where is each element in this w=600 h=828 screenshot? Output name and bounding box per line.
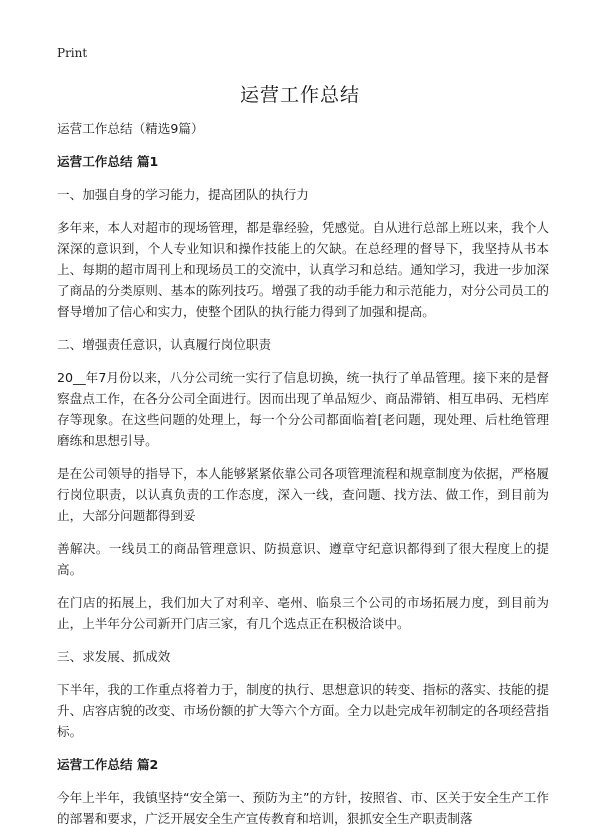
document-body — [57, 118, 549, 828]
paragraph: 下半年，我的工作重点将着力于，制度的执行、思想意识的转变、指标的落实、技能的提升、店容店貌的改变、市场份额的扩大等六个方面。全力以赴完成年初制定的各项经营指标。 — [57, 682, 549, 739]
paragraph: 多年来，本人对超市的现场管理，都是靠经验，凭感觉。自从进行总部上班以来，我个人深深的意识到，个人专业知识和操作技能上的欠缺。在总经理的督导下，我坚持从书本上、每期的超市周刊上和现场员工的交流中，认真学习和总结。通知学习，我进一步加深了商品的分类原则、基本的陈列技巧。增强了我的动手能力和示范能力，对分公司员工的督导增加了信心和实力，使整个团队的执行能力得到了加强和提高。 — [57, 220, 549, 319]
paragraph: 是在公司领导的指导下，本人能够紧紧依靠公司各项管理流程和规章制度为依据，严格履行岗位职责，以认真负责的工作态度，深入一线，查问题、找方法、做工作，到目前为止，大部分问题都得到妥 — [57, 466, 549, 523]
document-subtitle: 运营工作总结（精选9篇） — [57, 121, 204, 136]
paragraph: 善解决。一线员工的商品管理意识、防损意识、遵章守纪意识都得到了很大程度上的提高。 — [57, 541, 549, 577]
paragraph: 二、增强责任意识，认真履行岗位职责 — [57, 337, 272, 352]
paragraph: 一、加强自身的学习能力，提高团队的执行力 — [57, 187, 309, 202]
print-label[interactable]: Print — [57, 46, 88, 60]
section-heading-2: 运营工作总结 篇2 — [57, 757, 159, 772]
paragraph: 今年上半年，我镇坚持“安全第一、预防为主”的方针，按照省、市、区关于安全生产工作的部署和要求，广泛开展安全生产宣传教育和培训，狠抓安全生产职责制落 — [57, 790, 549, 826]
paragraph: 在门店的拓展上，我们加大了对利辛、亳州、临泉三个公司的市场拓展力度，到目前为止，上半年分公司新开门店三家，有几个选点正在积极洽谈中。 — [57, 595, 549, 631]
section-heading-1: 运营工作总结 篇1 — [57, 154, 159, 169]
paragraph: 20__年7月份以来，八分公司统一实行了信息切换，统一执行了单品管理。接下来的是督察盘点工作，在各分公司全面进行。因而出现了单品短少、商品滞销、相互串码、无档库存等现象。在这些问题的处理上，每一个分公司都面临着[老问题，现处理、后杜绝管理磨练和思想引导。 — [57, 370, 549, 448]
page-title: 运营工作总结 — [239, 84, 360, 106]
paragraph: 三、求发展、抓成效 — [57, 649, 171, 664]
